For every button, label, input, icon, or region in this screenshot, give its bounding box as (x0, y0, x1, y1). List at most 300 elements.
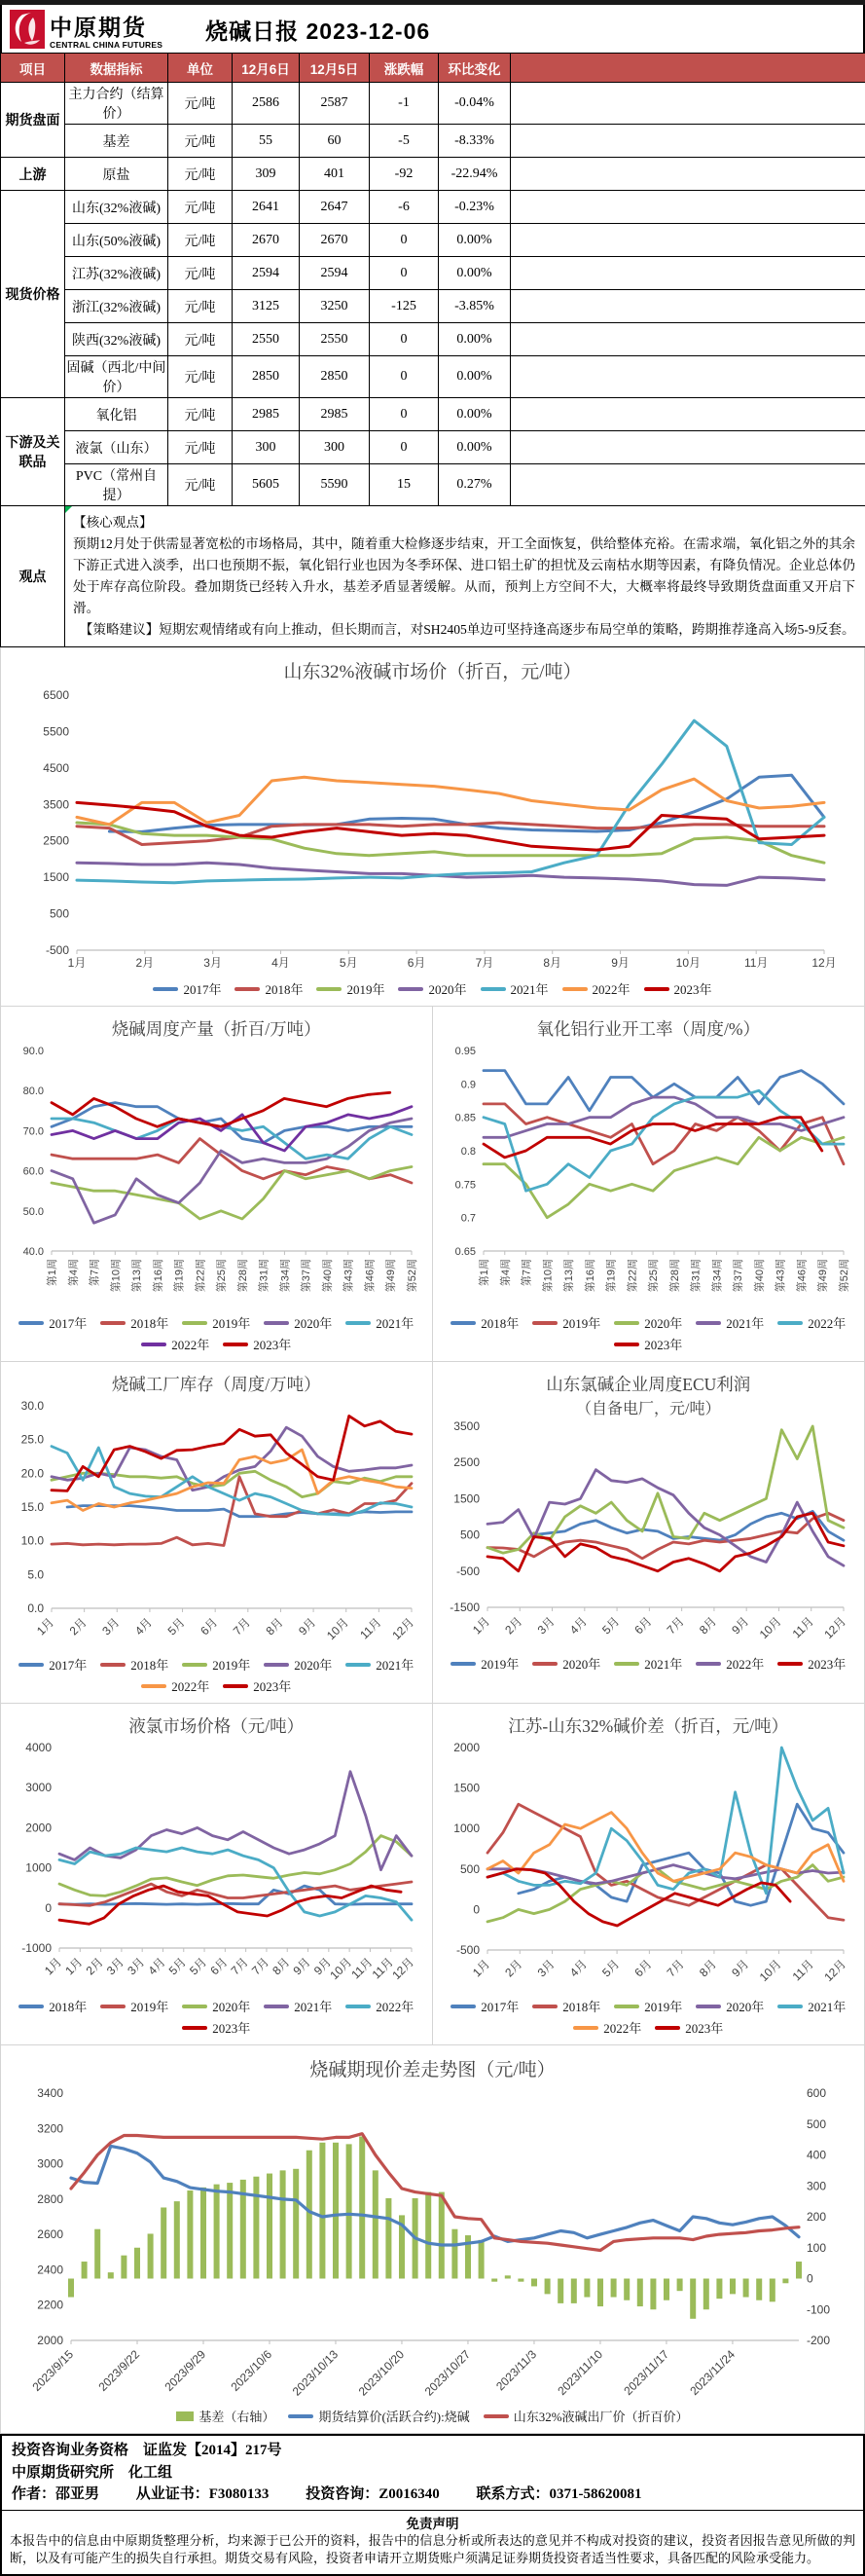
column-header: 环比变化 (439, 54, 511, 83)
table-cell: 401 (300, 158, 370, 191)
legend-item (696, 1997, 764, 2015)
table-cell: 2850 (300, 356, 370, 398)
svg-text:-500: -500 (456, 1564, 480, 1578)
table-row (1, 464, 865, 506)
table-cell: 2985 (300, 398, 370, 431)
svg-text:3月: 3月 (104, 1955, 126, 1977)
legend-line-swatch-icon (573, 2026, 598, 2030)
legend-label: 2022年 (726, 1654, 764, 1673)
table-cell: 原盐 (65, 158, 168, 191)
table-cell-empty (511, 257, 865, 290)
table-cell: 15 (370, 464, 439, 506)
table-cell-empty (511, 158, 865, 191)
svg-text:3400: 3400 (37, 2086, 63, 2100)
svg-text:500: 500 (460, 1528, 480, 1542)
report-header (0, 5, 865, 53)
category-cell: 现货价格 (1, 191, 65, 398)
legend-label: 2018年 (130, 1313, 168, 1332)
legend-label: 2023年 (212, 2018, 250, 2037)
svg-text:12月: 12月 (811, 956, 836, 970)
legend-line-swatch-icon (398, 987, 423, 991)
legend-bar-swatch-icon (176, 2411, 194, 2421)
legend-line-swatch-icon (288, 2414, 313, 2418)
table-cell: -5 (370, 125, 439, 158)
svg-text:4月: 4月 (567, 1957, 590, 1979)
table-cell: 0 (370, 257, 439, 290)
table-cell: 3250 (300, 290, 370, 323)
author: 作者：邵亚男 (12, 2486, 99, 2502)
svg-text:第31周: 第31周 (690, 1259, 703, 1292)
svg-text:400: 400 (807, 2149, 826, 2162)
svg-text:2000: 2000 (37, 2334, 63, 2347)
svg-text:5500: 5500 (43, 725, 69, 739)
svg-text:2月: 2月 (67, 1615, 90, 1638)
legend-line-swatch-icon (316, 987, 342, 991)
legend-line-swatch-icon (18, 2005, 44, 2008)
table-cell: 0.00% (439, 398, 511, 431)
svg-text:12月: 12月 (390, 1955, 417, 1982)
svg-text:12月: 12月 (390, 1615, 417, 1642)
svg-text:9月: 9月 (311, 1955, 334, 1977)
disclaimer-box (0, 2511, 865, 2576)
chart-factory-inventory (1, 1362, 433, 1704)
svg-text:30.0: 30.0 (21, 1399, 45, 1413)
svg-text:90.0: 90.0 (23, 1046, 44, 1057)
svg-text:第7周: 第7周 (521, 1259, 533, 1286)
chart-js-sd-spread (433, 1704, 865, 2045)
legend-item (223, 1335, 291, 1353)
viewpoint-row (1, 506, 865, 647)
chart-title: 氧化铝行业开工率（周度/%） (433, 1016, 865, 1041)
svg-text:2023/10/27: 2023/10/27 (421, 2347, 473, 2399)
legend-line-swatch-icon (153, 987, 178, 991)
table-cell: 元/吨 (168, 398, 233, 431)
svg-text:600: 600 (807, 2086, 826, 2100)
table-cell: -3.85% (439, 290, 511, 323)
chart-title: 烧碱期现价差走势图（元/吨） (1, 2055, 864, 2081)
legend-line-swatch-icon (696, 1662, 721, 1666)
legend-label: 2019年 (346, 979, 384, 998)
legend-item (696, 1313, 764, 1332)
table-cell: 主力合约（结算价） (65, 83, 168, 125)
legend-item (18, 1313, 87, 1332)
column-header: 单位 (168, 54, 233, 83)
legend-line-swatch-icon (345, 2005, 371, 2008)
legend-item (345, 1655, 414, 1674)
legend-item (777, 1654, 846, 1673)
legend-item (18, 1655, 87, 1674)
svg-text:第19周: 第19周 (605, 1259, 618, 1292)
svg-text:3月: 3月 (125, 1955, 147, 1977)
svg-text:第28周: 第28周 (236, 1259, 249, 1292)
comment-marker-icon (65, 506, 72, 513)
legend-label: 2021年 (808, 1997, 846, 2015)
chart-title: 山东32%液碱市场价（折百，元/吨） (1, 657, 864, 683)
table-cell: 0.00% (439, 257, 511, 290)
legend-label: 2018年 (562, 1997, 600, 2015)
chart-title: 液氯市场价格（元/吨） (1, 1713, 432, 1738)
svg-text:1月: 1月 (470, 1957, 492, 1979)
legend-item (182, 1313, 250, 1332)
table-cell: 0 (370, 398, 439, 431)
table-cell-empty (511, 125, 865, 158)
table-cell: 0 (370, 323, 439, 356)
svg-text:3500: 3500 (454, 1419, 481, 1433)
legend-item (18, 1997, 87, 2015)
svg-text:4000: 4000 (26, 1741, 53, 1754)
svg-text:2月: 2月 (84, 1955, 106, 1977)
legend-label: 2022年 (171, 1335, 209, 1353)
legend-line-swatch-icon (18, 1663, 44, 1667)
legend-line-swatch-icon (18, 1321, 44, 1325)
svg-text:10.0: 10.0 (21, 1534, 45, 1548)
legend-line-swatch-icon (345, 1663, 371, 1667)
legend-line-swatch-icon (614, 2005, 639, 2008)
svg-text:-500: -500 (45, 943, 68, 957)
column-header: 数据指标 (65, 54, 168, 83)
legend-label: 2020年 (294, 1313, 332, 1332)
legend-line-swatch-icon (777, 1321, 803, 1325)
legend-label: 2019年 (644, 1997, 682, 2015)
svg-text:1月: 1月 (470, 1614, 492, 1637)
svg-text:7月: 7月 (231, 1615, 253, 1638)
svg-text:第19周: 第19周 (173, 1259, 186, 1292)
table-row (1, 356, 865, 398)
legend-item (316, 979, 384, 998)
legend-item (451, 1654, 519, 1673)
legend-item (288, 2407, 469, 2425)
svg-text:-1500: -1500 (451, 1601, 481, 1614)
legend-line-swatch-icon (562, 987, 588, 991)
legend-label: 2021年 (376, 1313, 414, 1332)
table-cell: 元/吨 (168, 464, 233, 506)
table-cell: 2594 (300, 257, 370, 290)
legend-item (223, 1676, 291, 1695)
svg-text:第31周: 第31周 (258, 1259, 270, 1292)
legend-line-swatch-icon (182, 1321, 207, 1325)
svg-text:4月: 4月 (567, 1614, 590, 1637)
svg-text:2400: 2400 (37, 2263, 63, 2277)
legend-label: 2020年 (726, 1997, 764, 2015)
legend-label: 2021年 (294, 1997, 332, 2015)
chart-ecu-profit (433, 1362, 865, 1704)
legend-label: 基差（右轴） (198, 2407, 274, 2425)
svg-text:2800: 2800 (37, 2192, 63, 2206)
legend-item (696, 1654, 764, 1673)
legend-item (182, 2018, 250, 2037)
svg-text:3月: 3月 (535, 1957, 558, 1979)
svg-text:2023/9/29: 2023/9/29 (162, 2347, 208, 2394)
svg-text:第49周: 第49周 (384, 1259, 397, 1292)
legend-label: 2020年 (644, 1313, 682, 1332)
table-row (1, 158, 865, 191)
svg-text:第13周: 第13周 (562, 1259, 575, 1292)
table-cell: -6 (370, 191, 439, 224)
brand-name-cn: 中原期货 (50, 17, 162, 39)
table-cell: 2670 (300, 224, 370, 257)
line-chart (441, 1043, 855, 1311)
svg-text:11月: 11月 (370, 1955, 396, 1981)
legend-label: 2020年 (294, 1655, 332, 1674)
svg-text:1月: 1月 (67, 956, 86, 970)
table-cell: -8.33% (439, 125, 511, 158)
legend-label: 2022年 (376, 1997, 414, 2015)
svg-text:0.9: 0.9 (461, 1079, 476, 1090)
table-cell: 2550 (300, 323, 370, 356)
chart-subtitle: （自备电厂，元/吨） (433, 1396, 865, 1418)
legend-label: 2023年 (253, 1676, 291, 1695)
svg-text:第22周: 第22周 (627, 1259, 639, 1292)
svg-text:9月: 9月 (729, 1614, 751, 1637)
legend-item (100, 1313, 168, 1332)
company-logo (10, 10, 162, 49)
svg-text:1500: 1500 (43, 870, 69, 884)
table-cell: 元/吨 (168, 290, 233, 323)
table-cell: 5590 (300, 464, 370, 506)
table-cell: -92 (370, 158, 439, 191)
legend-line-swatch-icon (141, 1684, 166, 1688)
legend-item (644, 979, 712, 998)
table-header-row (1, 54, 865, 83)
svg-text:第46周: 第46周 (364, 1259, 377, 1292)
legend-line-swatch-icon (484, 2414, 509, 2418)
legend-label: 2023年 (644, 1335, 682, 1353)
legend-label: 2022年 (603, 2018, 641, 2037)
chart-title: 烧碱工厂库存（周度/万吨） (1, 1372, 432, 1396)
table-cell: 陕西(32%液碱) (65, 323, 168, 356)
legend-item (573, 2018, 641, 2037)
svg-text:1月: 1月 (34, 1615, 56, 1638)
table-cell-empty (511, 431, 865, 464)
chart-legend (433, 1311, 865, 1361)
column-header: 项目 (1, 54, 65, 83)
svg-text:40.0: 40.0 (23, 1246, 44, 1258)
svg-text:0.0: 0.0 (28, 1601, 45, 1615)
legend-item (141, 1676, 209, 1695)
svg-text:3200: 3200 (37, 2121, 63, 2135)
svg-text:-1000: -1000 (22, 1941, 53, 1955)
svg-text:8月: 8月 (697, 1614, 719, 1637)
svg-text:-100: -100 (807, 2302, 830, 2316)
svg-text:80.0: 80.0 (23, 1086, 44, 1097)
svg-text:2200: 2200 (37, 2299, 63, 2312)
svg-text:8月: 8月 (543, 956, 561, 970)
charts-section (0, 647, 865, 2434)
svg-text:3月: 3月 (535, 1614, 558, 1637)
svg-text:3500: 3500 (43, 797, 69, 811)
table-cell: 液氯（山东） (65, 431, 168, 464)
line-chart (441, 1740, 855, 1995)
svg-text:2023/11/24: 2023/11/24 (687, 2347, 738, 2398)
table-row (1, 257, 865, 290)
table-cell: 元/吨 (168, 431, 233, 464)
svg-text:7月: 7月 (665, 1614, 687, 1637)
table-cell: 元/吨 (168, 125, 233, 158)
svg-text:7月: 7月 (665, 1957, 687, 1979)
legend-line-swatch-icon (451, 1662, 476, 1666)
table-cell: 0.00% (439, 431, 511, 464)
svg-text:10月: 10月 (757, 1957, 784, 1984)
chart-legend (433, 1652, 865, 1680)
chart-legend (1, 977, 864, 1006)
legend-label: 2021年 (644, 1654, 682, 1673)
svg-text:3月: 3月 (203, 956, 222, 970)
svg-text:第1周: 第1周 (46, 1259, 58, 1286)
table-cell: 2647 (300, 191, 370, 224)
chart-alumina-operating-rate (433, 1007, 865, 1362)
viewpoint-cell (65, 506, 865, 647)
svg-text:第28周: 第28周 (668, 1259, 681, 1292)
legend-item (176, 2407, 274, 2425)
legend-line-swatch-icon (100, 2005, 126, 2008)
table-cell: 2587 (300, 83, 370, 125)
legend-item (153, 979, 221, 998)
chart-title: 烧碱周度产量（折百/万吨） (1, 1016, 432, 1041)
svg-text:50.0: 50.0 (23, 1206, 44, 1218)
table-row (1, 191, 865, 224)
table-cell: 0.00% (439, 356, 511, 398)
svg-text:2023/10/6: 2023/10/6 (228, 2347, 274, 2394)
svg-text:200: 200 (807, 2210, 826, 2224)
table-cell: 0.00% (439, 224, 511, 257)
category-cell: 下游及关联品 (1, 398, 65, 506)
report-title: 烧碱日报 2023-12-06 (205, 14, 430, 46)
table-cell: 300 (233, 431, 300, 464)
svg-text:2月: 2月 (135, 956, 154, 970)
legend-item (264, 1997, 332, 2015)
legend-line-swatch-icon (532, 1662, 558, 1666)
svg-text:2023/10/20: 2023/10/20 (355, 2347, 407, 2399)
chart-title: 山东氯碱企业周度ECU利润 (433, 1372, 865, 1396)
svg-text:9月: 9月 (729, 1957, 751, 1979)
table-cell: 309 (233, 158, 300, 191)
core-view-label: 【核心观点】 (73, 512, 855, 534)
table-cell-empty (511, 290, 865, 323)
legend-line-swatch-icon (696, 2005, 721, 2008)
legend-label: 2017年 (49, 1313, 87, 1332)
table-cell-empty (511, 356, 865, 398)
svg-text:第49周: 第49周 (816, 1259, 829, 1292)
legend-item (264, 1655, 332, 1674)
svg-text:3000: 3000 (37, 2157, 63, 2171)
svg-text:第16周: 第16周 (584, 1259, 596, 1292)
table-cell: 3125 (233, 290, 300, 323)
legend-item (484, 2407, 689, 2425)
svg-text:5月: 5月 (187, 1955, 209, 1977)
svg-text:11月: 11月 (349, 1955, 376, 1981)
table-cell: 5605 (233, 464, 300, 506)
legend-label: 2021年 (376, 1655, 414, 1674)
category-cell: 观点 (1, 506, 65, 647)
table-cell: 基差 (65, 125, 168, 158)
legend-item (345, 1997, 414, 2015)
legend-label: 2020年 (212, 1997, 250, 2015)
svg-text:第34周: 第34周 (279, 1259, 292, 1292)
chart-legend (1, 2405, 864, 2433)
table-cell-empty (511, 191, 865, 224)
svg-text:0.65: 0.65 (455, 1246, 476, 1258)
svg-text:6月: 6月 (208, 1955, 231, 1977)
legend-label: 2022年 (593, 979, 631, 998)
daily-data-table (0, 53, 865, 647)
table-cell: 浙江(32%液碱) (65, 290, 168, 323)
svg-text:9月: 9月 (291, 1955, 313, 1977)
legend-label: 2023年 (808, 1654, 846, 1673)
legend-line-swatch-icon (777, 2005, 803, 2008)
table-cell: 2670 (233, 224, 300, 257)
legend-item (614, 1654, 682, 1673)
disclaimer-title: 免责声明 (10, 2513, 855, 2532)
chart-legend (1, 1653, 432, 1703)
legend-item (182, 1655, 250, 1674)
svg-text:11月: 11月 (790, 1614, 816, 1640)
legend-item (398, 979, 466, 998)
legend-item (234, 979, 303, 998)
legend-item (614, 1313, 682, 1332)
table-cell: 2985 (233, 398, 300, 431)
svg-text:1月: 1月 (63, 1955, 86, 1977)
svg-text:5月: 5月 (166, 1955, 189, 1977)
table-cell: 元/吨 (168, 158, 233, 191)
table-cell: -125 (370, 290, 439, 323)
legend-item (100, 1997, 168, 2015)
legend-item (532, 1313, 600, 1332)
svg-text:7月: 7月 (249, 1955, 271, 1977)
svg-text:第10周: 第10周 (110, 1259, 123, 1292)
line-chart (441, 1418, 855, 1652)
chart-legend (1, 1995, 432, 2044)
svg-text:70.0: 70.0 (23, 1125, 44, 1137)
svg-text:5.0: 5.0 (28, 1567, 45, 1581)
legend-label: 2019年 (212, 1313, 250, 1332)
table-cell: -0.23% (439, 191, 511, 224)
table-cell: 元/吨 (168, 224, 233, 257)
svg-text:第37周: 第37周 (732, 1259, 744, 1292)
core-view-text: 预期12月处于供需显著宽松的市场格局，其中，随着重大检修逐步结束，开工全面恢复，供给整体充裕。在需求端，氧化铝之外的其余下游正式进入淡季，出口也预期不振，氧化铝行业也因为冬季环保、进口铝土矿的担忧及云南枯水期等因素，有降负情况。企业总体仍处于库存高位阶段。叠加期货已经转入升水，基差矛盾显著缓解。从而，预判上方空间不大，大概率将最终导致期货盘面重又开启下滑。 (73, 534, 855, 619)
table-cell: 元/吨 (168, 356, 233, 398)
svg-text:10月: 10月 (757, 1614, 784, 1641)
table-cell: 江苏(32%液碱) (65, 257, 168, 290)
svg-text:4月: 4月 (271, 956, 290, 970)
legend-item (451, 1313, 519, 1332)
legend-label: 期货结算价(活跃合约):烧碱 (318, 2407, 469, 2425)
legend-label: 2017年 (49, 1655, 87, 1674)
legend-line-swatch-icon (655, 2026, 680, 2030)
svg-text:2023/9/22: 2023/9/22 (95, 2347, 142, 2394)
svg-text:第52周: 第52周 (406, 1259, 418, 1292)
qualification-line: 投资咨询业务资格 证监发【2014】217号 (12, 2440, 853, 2462)
legend-label: 2018年 (130, 1655, 168, 1674)
svg-text:11月: 11月 (743, 956, 767, 970)
combo-chart (17, 2083, 849, 2405)
strategy-text: 【策略建议】短期宏观情绪或有向上推动，但长期而言，对SH2405单边可坚持逢高逐步布局空单的策略，跨期推荐逢高入场5-9反套。 (73, 619, 855, 641)
legend-label: 2020年 (428, 979, 466, 998)
table-cell: -0.04% (439, 83, 511, 125)
svg-text:4月: 4月 (146, 1955, 168, 1977)
svg-text:60.0: 60.0 (23, 1166, 44, 1178)
legend-line-swatch-icon (223, 1684, 248, 1688)
svg-text:2月: 2月 (503, 1957, 525, 1979)
svg-text:2600: 2600 (37, 2227, 63, 2241)
svg-text:0: 0 (807, 2272, 813, 2286)
legend-line-swatch-icon (696, 1321, 721, 1325)
legend-label: 2023年 (253, 1335, 291, 1353)
table-row (1, 290, 865, 323)
legend-line-swatch-icon (481, 987, 506, 991)
svg-text:第13周: 第13周 (130, 1259, 143, 1292)
svg-text:12月: 12月 (822, 1957, 849, 1984)
chart-legend (433, 1995, 865, 2044)
